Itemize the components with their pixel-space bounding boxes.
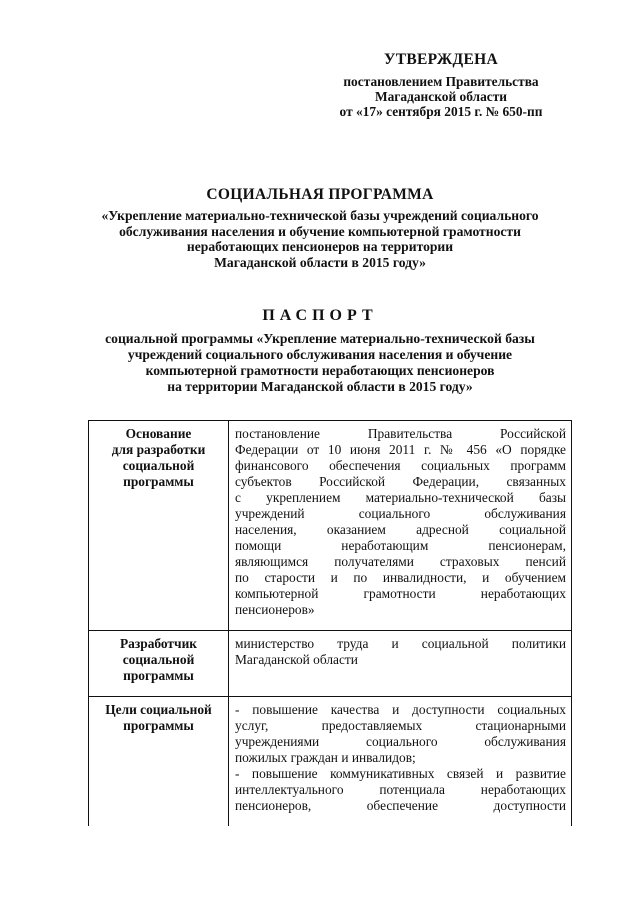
approval-stamp (318, 52, 564, 119)
program-name (60, 208, 580, 270)
row-value-line: - повышение качества и доступности социальных (235, 702, 566, 717)
row-value-line: пожилых граждан и инвалидов; (235, 750, 416, 765)
approval-line: от «17» сентября 2015 г. № 650-пп (339, 104, 543, 119)
program-name-line: неработающих пенсионеров на территории (186, 239, 454, 255)
row-label-line: программы (123, 668, 194, 683)
row-value-line: учреждений социального обслуживания (235, 506, 566, 521)
program-name-line: Магаданской области в 2015 году» (214, 254, 426, 270)
row-label-line: программы (123, 718, 194, 733)
row-value-line: населения, оказанием адресной социальной (235, 522, 566, 537)
row-value-line: министерство труда и социальной политики (235, 636, 566, 651)
passport-title: ПАСПОРТ (262, 307, 378, 324)
row-value-line: компьютерной грамотности неработающих (235, 586, 566, 601)
program-name-line: «Укрепление материально-технической базы учреждений социального (101, 208, 539, 223)
row-value-line: с укреплением материально-технической базы (235, 490, 566, 505)
table-row (89, 697, 572, 827)
row-label (89, 421, 229, 631)
row-value-line: Федерации от 10 июня 2011 г. № 456 «О порядке (235, 442, 566, 457)
passport-subtitle-line: на территории Магаданской области в 2015 году» (167, 379, 473, 394)
passport-table (88, 420, 572, 826)
row-value-line: пенсионеров, обеспечение доступности (235, 798, 566, 813)
row-value-line: интеллектуального потенциала неработающих (235, 782, 566, 797)
program-title: СОЦИАЛЬНАЯ ПРОГРАММА (206, 186, 434, 203)
passport-subtitle-line: учреждений социального обслуживания населения и обучение (127, 347, 513, 362)
row-value-line: субъектов Российской Федерации, связанных (235, 474, 566, 489)
row-value-line: учреждениями социального обслуживания (235, 734, 566, 749)
row-value-line: Магаданской области (235, 652, 358, 667)
row-value-line: по старости и по инвалидности, и обучением (235, 570, 566, 585)
row-value-line: помощи неработающим пенсионерам, (235, 538, 566, 553)
row-label (89, 697, 229, 827)
row-value (229, 421, 572, 631)
row-label-line: социальной (122, 458, 195, 473)
approval-title: УТВЕРЖДЕНА (384, 51, 498, 68)
row-value-line: финансового обеспечения социальных программ (235, 458, 566, 473)
approval-line: постановлением Правительства (343, 74, 539, 89)
row-value (229, 697, 572, 827)
row-label-line: для разработки (111, 442, 206, 457)
row-label-line: программы (123, 474, 194, 489)
row-label (89, 631, 229, 697)
row-value-line: услуг, предоставляемых стационарными (235, 718, 566, 733)
program-name-line: обслуживания населения и обучение компьютерной грамотности (119, 223, 521, 239)
row-value-line: постановление Правительства Российской (235, 426, 566, 441)
row-value-line: пенсионеров» (235, 602, 315, 617)
row-value-line: являющимся получателями страховых пенсий (235, 554, 566, 569)
passport-subtitle-line: компьютерной грамотности неработающих пенсионеров (145, 363, 495, 378)
passport-table-body (89, 421, 572, 827)
table-row (89, 421, 572, 631)
row-value-line: - повышение коммуникативных связей и развитие (235, 766, 566, 781)
row-label-line: социальной (122, 652, 195, 667)
row-label-line: Цели социальной (105, 702, 212, 717)
row-label-line: Основание (125, 426, 192, 441)
passport-subtitle (60, 331, 580, 395)
passport-subtitle-line: социальной программы «Укрепление материально-технической базы (105, 331, 535, 346)
row-value (229, 631, 572, 697)
approval-line: Магаданской области (374, 89, 508, 104)
row-label-line: Разработчик (120, 636, 197, 651)
table-row (89, 631, 572, 697)
